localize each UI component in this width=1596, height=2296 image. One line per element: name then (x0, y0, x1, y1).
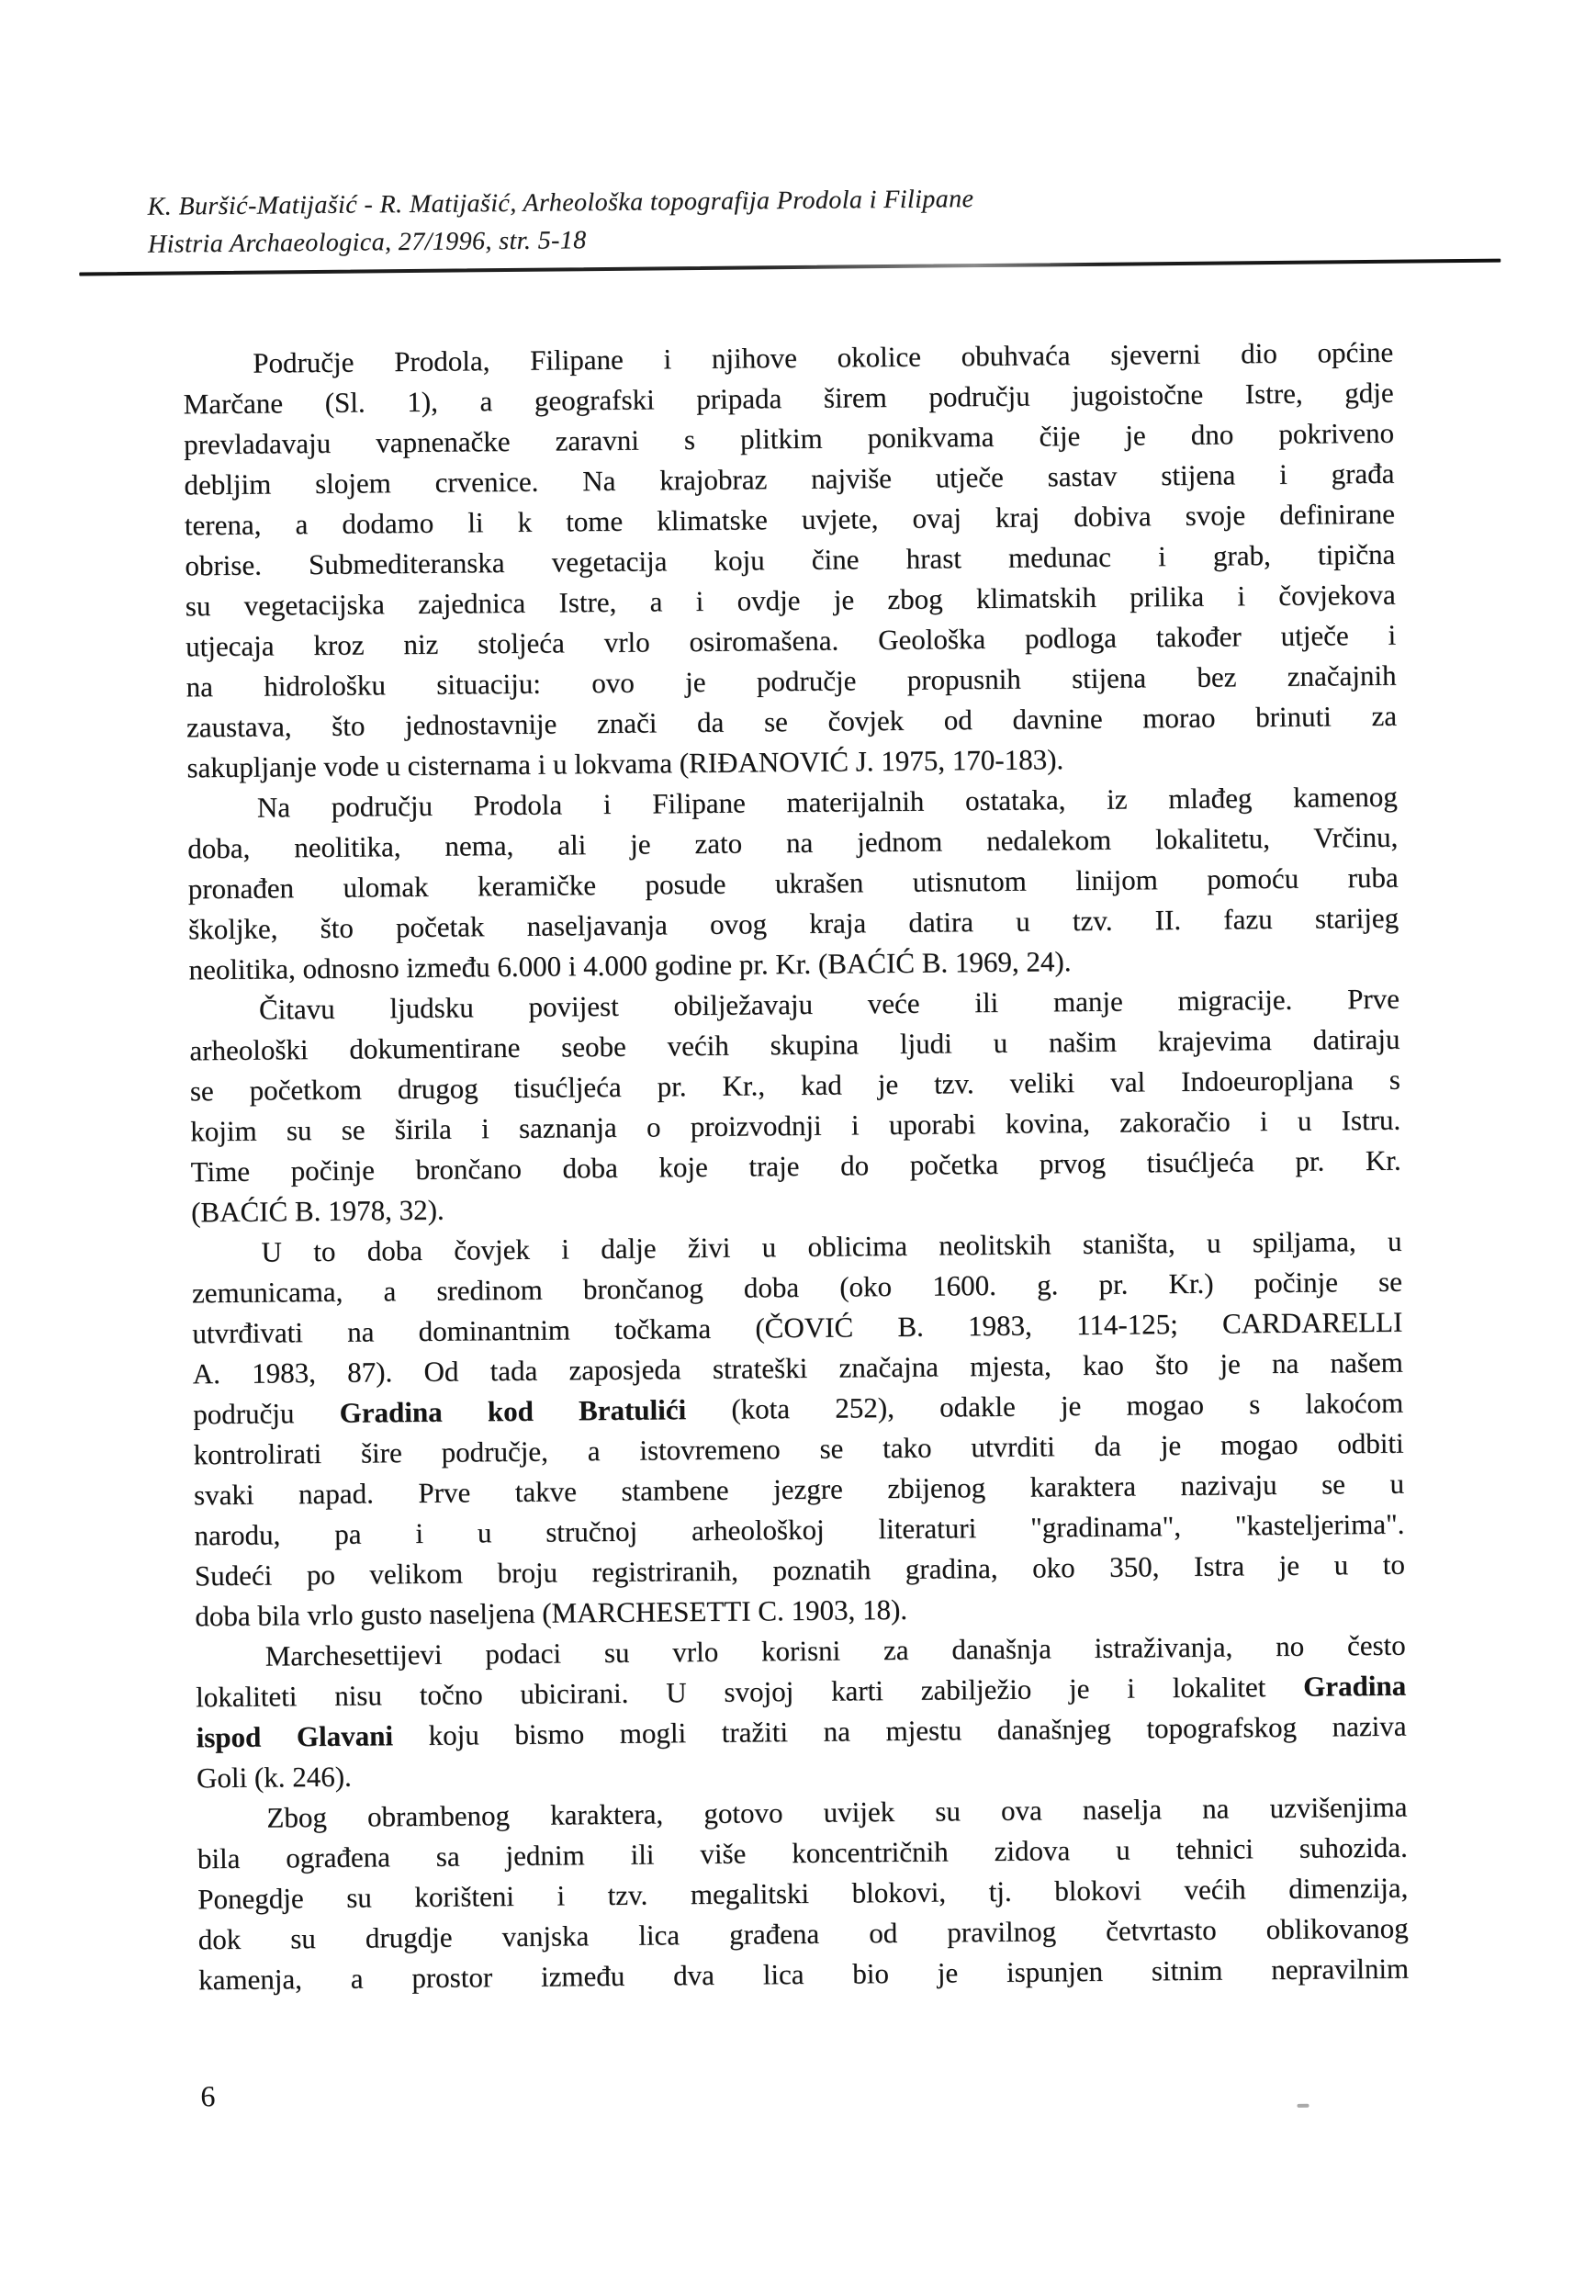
text-run: koju bismo mogli tražiti na mjestu današnjeg topografskog naziva (392, 1709, 1407, 1752)
bold-run: Gradina (1302, 1669, 1407, 1703)
paragraph (187, 777, 1399, 991)
text-run: zemunicama, a sredinom brončanog doba (oko 1600. g. pr. Kr.) počinje se (191, 1265, 1403, 1310)
text-run: pronađen ulomak keramičke posude ukrašen utisnutom linijom pomoću ruba (187, 861, 1399, 906)
text-run: arheološki dokumentirane seobe većih skupina ljudi u našim krajevima datiraju (189, 1022, 1400, 1067)
text-run: sakupljanje vode u cisternama i u lokvama (RIĐANOVIĆ J. 1975, 170-183). (186, 743, 1064, 784)
text-run: utjecaja kroz niz stoljeća vrlo osiromašena. Geološka podloga također utječe i (185, 618, 1397, 663)
paragraph (183, 332, 1398, 789)
paragraph (196, 1626, 1408, 1799)
text-run: Marchesettijevi podaci su vrlo korisni za današnja istraživanja, no često (264, 1628, 1406, 1672)
text-run: (kota 252), odakle je mogao s lakoćom (685, 1386, 1404, 1426)
text-run: Time počinje brončano doba koje traje do početka prvog tisućljeća pr. Kr. (190, 1143, 1401, 1188)
bold-run: ispod Glavani (196, 1719, 394, 1754)
text-run: Sudeći po velikom broju registriranih, poznatih gradina, oko 350, Istra je u to (194, 1548, 1406, 1593)
bold-run: Gradina kod Bratulići (339, 1393, 687, 1429)
paragraph (191, 1221, 1405, 1638)
text-run: neolitika, odnosno između 6.000 i 4.000 godine pr. Kr. (BAĆIĆ B. 1969, 24). (188, 945, 1072, 986)
text-run: A. 1983, 87). Od tada zaposjeda strateški značajna mjesta, kao što je na našem (192, 1345, 1403, 1390)
text-run: Područje Prodola, Filipane i njihove okolice obuhvaća sjeverni dio općine (253, 335, 1394, 379)
text-run: Zbog obrambenog karaktera, gotovo uvijek su ova naselja na uzvišenjima (266, 1790, 1408, 1834)
text-run: Na području Prodola i Filipane materijalnih ostataka, iz mlađeg kamenog (256, 780, 1399, 824)
text-run: školjke, što početak naseljavanja ovog kraja datira u tzv. II. fazu starijeg (187, 901, 1399, 946)
text-run: doba bila vrlo gusto naseljena (MARCHESETTI C. 1903, 18). (195, 1593, 908, 1633)
text-run: Ponegdje su korišteni i tzv. megalitski blokovi, tj. blokovi većih dimenzija, (197, 1871, 1409, 1916)
text-run: debljim slojem crvenice. Na krajobraz najviše utječe sastav stijena i građa (184, 456, 1395, 501)
text-run: doba, neolitika, nema, ali je zato na jednom nedalekom lokalitetu, Vrčinu, (187, 820, 1399, 865)
text-run: (BAĆIĆ B. 1978, 32). (190, 1193, 444, 1229)
text-run: kamenja, a prostor između dva lica bio je ispunjen sitnim nepravilnim (197, 1952, 1410, 1997)
text-run: svaki napad. Prve takve stambene jezgre zbijenog karaktera nazivaju se u (193, 1467, 1405, 1512)
text-run: zaustava, što jednostavnije znači da se čovjek od davnine morao brinuti za (185, 699, 1398, 744)
text-run: obrise. Submediteranska vegetacija koju čine hrast medunac i grab, tipična (185, 537, 1396, 582)
text-run: bila ograđena sa jednim ili više koncentričnih zidova u tehnici suhozida. (197, 1830, 1408, 1875)
text-run: prevladavaju vapnenačke zaravni s plitkim ponikvama čije je dno pokriveno (183, 416, 1395, 461)
running-header (147, 180, 974, 264)
text-run: narodu, pa i u stručnoj arheološkoj literaturi "gradinama", "kasteljerima". (194, 1507, 1405, 1552)
text-run: U to doba čovjek i dalje živi u oblicima neolitskih staništa, u spiljama, u (261, 1224, 1402, 1268)
header-citation-line-1: K. Buršić-Matijašić - R. Matijašić, Arheološka topografija Prodola i Filipane (147, 185, 974, 221)
text-run: utvrđivati na dominantnim točkama (ČOVIĆ B. 1983, 114-125; CARDARELLI (192, 1305, 1403, 1350)
paragraph (197, 1787, 1409, 2001)
text-run: su vegetacijska zajednica Istre, a i ovdje je zbog klimatskih prilika i čovjekova (185, 578, 1396, 623)
text-run: na hidrološku situaciju: ovo je područje propusnih stijena bez značajnih (185, 658, 1397, 703)
page-number: 6 (200, 2079, 216, 2113)
text-run: Čitavu ljudsku povijest obilježavaju veće ili manje migracije. Prve (258, 982, 1400, 1026)
text-run: kojim su se širila i saznanja o proizvodnji i uporabi kovina, zakoračio i u Istru. (190, 1103, 1401, 1148)
body-text (183, 332, 1409, 2001)
text-run: dok su drugdje vanjska lica građena od pravilnog četvrtasto oblikovanog (197, 1911, 1409, 1956)
header-citation-line-2: Histria Archaeologica, 27/1996, str. 5-18 (147, 226, 587, 259)
scan-artifact-dash (1297, 2104, 1309, 2108)
text-run: području (193, 1396, 340, 1431)
paragraph (189, 979, 1401, 1233)
text-run: terena, a dodamo li k tome klimatske uvjete, ovaj kraj dobiva svoje definirane (184, 497, 1396, 542)
text-run: se početkom drugog tisućljeća pr. Kr., kad je tzv. veliki val Indoeuropljana s (189, 1063, 1400, 1108)
text-run: lokaliteti nisu točno ubicirani. U svojoj karti zabilježio je i lokalitet (196, 1670, 1304, 1714)
text-run: kontrolirati šire područje, a istovremeno se tako utvrditi da je mogao odbiti (193, 1426, 1404, 1471)
text-run: Goli (k. 246). (196, 1760, 352, 1795)
text-run: Marčane (Sl. 1), a geografski pripada širem području jugoistočne Istre, gdje (183, 376, 1394, 421)
